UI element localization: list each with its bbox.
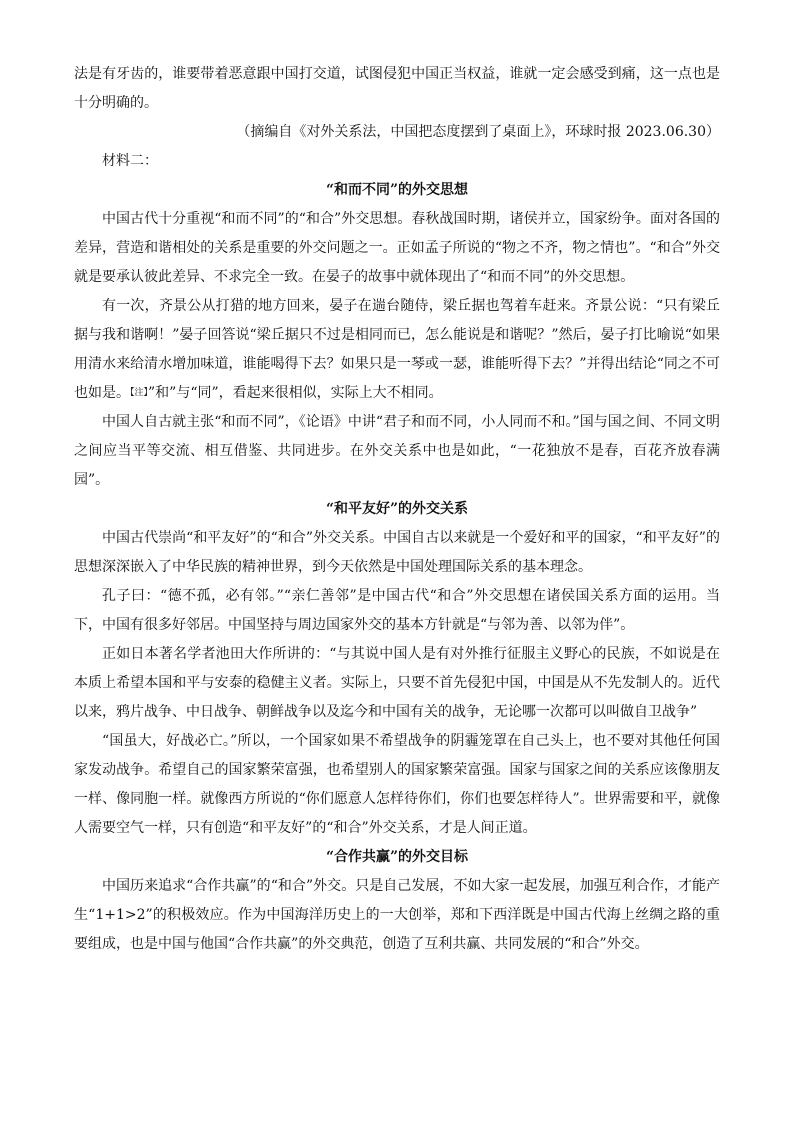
- paragraph-body: 中国古代崇尚“和平友好”的“和合”外交关系。中国自古以来就是一个爱好和平的国家，“和平友好”的思想深深嵌入了中华民族的精神世界，到今天依然是中国处理国际关系的基本理念。: [74, 530, 720, 575]
- paragraph-body: 中国古代十分重视“和而不同”的“和合”外交思想。春秋战国时期，诸侯并立，国家纷争。面对各国的差异，营造和谐相处的关系是重要的外交问题之一。正如孟子所说的“物之不齐，物之情也”。“和合”外交就是要承认彼此差异、不求完全一致。在晏子的故事中就体现出了“和而不同”的外交思想。: [74, 211, 720, 285]
- paragraph-text: 有一次，齐景公从打猎的地方回来，晏子在遄台随侍，梁丘据也驾着车赶来。齐景公说：“只有梁丘据与我和谐啊！”晏子回答说“梁丘据只不过是相同而已，怎么能说是和谐呢？”然后，晏子打比喻说“如果用清水来给清水增加味道，谁能喝得下去？如果只是一琴或一瑟，谁能听得下去？”并得出结论“同之不可也如是。: [74, 298, 720, 401]
- paragraph-body: 孔子曰：“德不孤，必有邻。”“亲仁善邻”是中国古代“和合”外交思想在诸侯国关系方面的运用。当下，中国有很多好邻居。中国坚持与周边国家外交的基本方针就是“与邻为善、以邻为伴”。: [74, 588, 720, 633]
- material-label: 材料二：: [102, 153, 158, 169]
- paragraph-body: 正如日本著名学者池田大作所讲的：“与其说中国人是有对外推行征服主义野心的民族，不如说是在本质上希望本国和平与安泰的稳健主义者。实际上，只要不首先侵犯中国，中国是从不先发制人的。近代以来，鸦片战争、中日战争、朝鲜战争以及迄今和中国有关的战争，无论哪一次都可以叫做自卫战争”: [74, 646, 720, 720]
- paragraph-body-anecdote: [74, 292, 720, 408]
- source-citation: （摘编自《对外关系法，中国把态度摆到了桌面上》，环球时报 2023.06.30）: [236, 124, 720, 140]
- paragraph-body: “国虽大，好战必亡。”所以，一个国家如果不希望战争的阴霾笼罩在自己头上，也不要对其他任何国家发动战争。希望自己的国家繁荣富强，也希望别人的国家繁荣富强。国家与国家之间的关系应该像朋友一样、像同胞一样。就像西方所说的“你们愿意人怎样待你们，你们也要怎样待人”。世界需要和平，就像人需要空气一样，只有创造“和平友好”的“和合”外交关系，才是人间正道。: [74, 733, 720, 836]
- section-heading-harmony: “和而不同”的外交思想: [325, 182, 469, 198]
- document-page: [74, 60, 720, 959]
- section-heading-peace: “和平友好”的外交关系: [325, 501, 469, 517]
- section-heading-cooperation: “合作共赢”的外交目标: [325, 849, 469, 865]
- paragraph-continued: 法是有牙齿的，谁要带着恶意跟中国打交道，试图侵犯中国正当权益，谁就一定会感受到痛，这一点也是十分明确的。: [74, 66, 720, 111]
- paragraph-text-tail: ”和”与“同”，看起来很相似，实际上大不相同。: [148, 385, 443, 401]
- paragraph-body: 中国历来追求“合作共赢”的“和合”外交。只是自己发展，不如大家一起发展，加强互利合作，才能产生“1+1>2”的积极效应。作为中国海洋历史上的一大创举，郑和下西洋既是中国古代海上丝绸之路的重要组成，也是中国与他国“合作共赢”的外交典范，创造了互利共赢、共同发展的“和合”外交。: [74, 878, 720, 952]
- paragraph-body: 中国人自古就主张“和而不同”，《论语》中讲“君子和而不同，小人同而不和。”国与国之间、不同文明之间应当平等交流、相互借鉴、共同进步。在外交关系中也是如此，“一花独放不是春，百花齐放春满园”。: [74, 414, 720, 488]
- annotation-mark: 【注】: [130, 388, 149, 398]
